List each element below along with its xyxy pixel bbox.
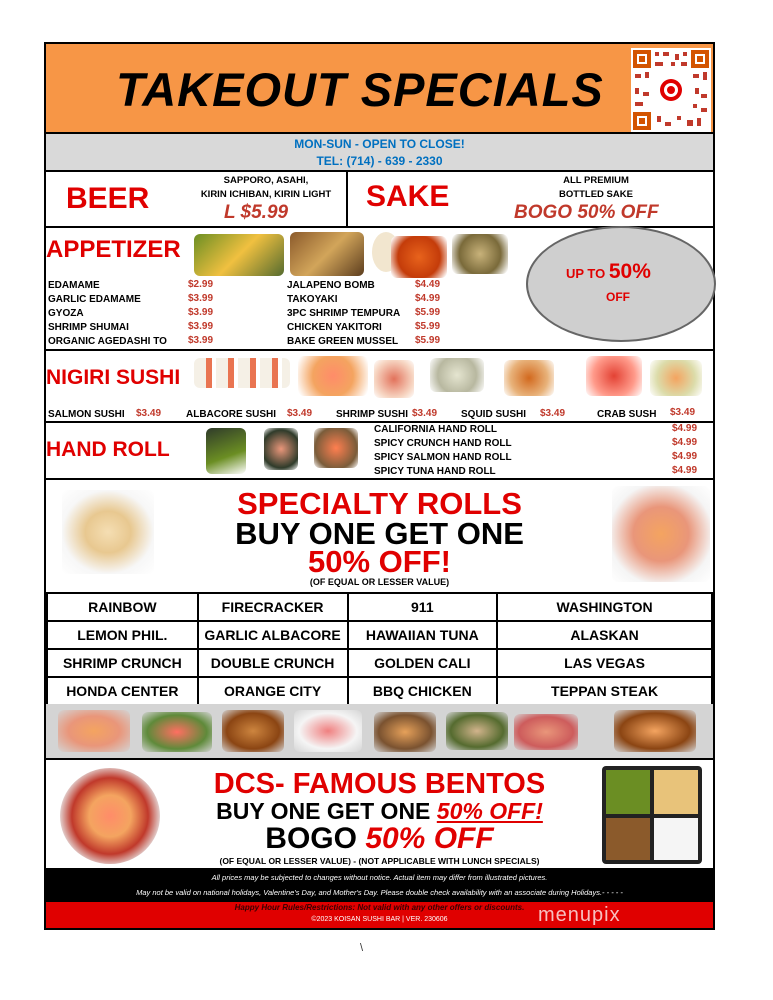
roll-cell: ALASKAN [497,621,712,649]
menu-item-name: SPICY SALMON HAND ROLL [374,452,512,463]
sake-desc-line-1: ALL PREMIUM [563,175,629,186]
roll-photo [614,710,696,752]
squid-nigiri-photo [430,358,484,392]
beer-sake-row [46,172,713,228]
menu-item-name: EDAMAME [48,280,100,291]
roll-cell: TEPPAN STEAK [497,677,712,705]
beer-brands [186,174,346,202]
rolls-photo-strip [46,704,713,760]
roll-cell: DOUBLE CRUNCH [198,649,348,677]
specialty-title: SPECIALTY ROLLS [237,486,522,521]
sake-desc-line-2: BOTTLED SAKE [559,189,633,200]
qr-code[interactable] [631,48,711,132]
bento-section [46,760,713,870]
roll-cell: WASHINGTON [497,593,712,621]
menu-item-name: JALAPENO BOMB [287,280,375,291]
menu-item-price: $3.99 [188,335,214,346]
menu-item-name: SALMON SUSHI [48,409,125,420]
sake-desc [516,174,676,202]
tuna-nigiri-photo [586,356,642,396]
section-divider [46,421,713,423]
menu-item-price: $4.99 [672,423,698,434]
bento-line-2 [46,798,713,825]
menu-item-price: $3.49 [670,407,696,418]
promo-off: OFF [606,290,630,304]
menu-item-price: $3.49 [540,408,566,419]
menu-item-name: GYOZA [48,308,84,319]
header-banner [46,44,713,134]
beer-brands-line-1: SAPPORO, ASAHI, [223,175,309,186]
beer-price: L $5.99 [224,202,289,223]
menu-item-name: CRAB SUSH [597,409,657,420]
menu-item-name: SPICY TUNA HAND ROLL [374,466,496,477]
menu-page [44,42,715,930]
roll-cell: FIRECRACKER [198,593,348,621]
menu-item-name: SHRIMP SUSHI [336,409,408,420]
menu-item-price: $3.49 [136,408,162,419]
specialty-line-2: BUY ONE GET ONE [235,516,524,551]
albacore-nigiri-photo [650,360,702,396]
specialty-line-3: 50% OFF! [308,544,451,579]
beer-label: BEER [66,182,150,215]
table-row [47,621,712,649]
roll-cell: 911 [348,593,498,621]
menu-item-name: SHRIMP SHUMAI [48,322,129,333]
happy-hour-text: Happy Hour Rules/Restrictions: Not valid with any other offers or discounts. [234,903,525,912]
menu-item-price: $3.99 [188,321,214,332]
menu-item-price: $4.99 [672,437,698,448]
menu-item-price: $5.99 [415,335,441,346]
roll-photo [222,710,284,752]
table-row [47,649,712,677]
salmon-nigiri-photo [374,360,414,398]
copyright-text: ©2023 KOISAN SUSHI BAR | VER. 230606 [311,916,448,923]
footer-happy-hour [46,902,713,928]
beer-sake-divider [346,172,348,228]
sake-label: SAKE [366,180,450,213]
shrimp-photo [391,236,447,278]
footer-disclaimer [46,870,713,902]
takoyaki-photo [290,232,364,276]
promo-oval [526,226,716,342]
menu-item-price: $3.49 [287,408,313,419]
menu-item-price: $4.49 [415,279,441,290]
appetizer-title: APPETIZER [46,236,181,263]
specialty-note: (OF EQUAL OR LESSER VALUE) [309,577,450,587]
menu-item-price: $4.99 [672,451,698,462]
menupix-watermark: menupix [538,904,621,926]
roll-cell: BBQ CHICKEN [348,677,498,705]
promo-prefix: UP TO [566,266,609,281]
specialty-rolls-table [46,592,713,706]
roll-cell: SHRIMP CRUNCH [47,649,198,677]
bento-title: DCS- FAMOUS BENTOS [213,768,546,800]
menu-item-name: BAKE GREEN MUSSEL [287,336,399,347]
menu-item-name: SPICY CRUNCH HAND ROLL [374,438,512,449]
roll-photo [142,712,212,752]
menu-item-price: $3.49 [412,408,438,419]
hand-roll-photo-1 [206,428,246,474]
roll-photo [514,714,578,750]
menu-item-price: $4.99 [415,293,441,304]
menu-item-name: 3PC SHRIMP TEMPURA [287,308,401,319]
phone-text: TEL: (714) - 639 - 2330 [316,154,443,168]
menu-item-name: CALIFORNIA HAND ROLL [374,424,497,435]
disclaimer-line-1: All prices may be subjected to changes without notice. Actual item may differ from illustrated pictures. [211,873,548,882]
menu-item-name: ALBACORE SUSHI [186,409,277,420]
crab-nigiri-photo [504,360,554,396]
nigiri-assortment-photo [194,358,290,388]
roll-cell: GOLDEN CALI [348,649,498,677]
bento-line-2-deal: 50% OFF! [436,798,543,824]
roll-cell: ORANGE CITY [198,677,348,705]
roll-cell: HONDA CENTER [47,677,198,705]
section-divider [46,478,713,480]
bento-line-3-deal: 50% OFF [365,822,494,855]
menu-item-price: $3.99 [188,307,214,318]
menu-item-price: $3.99 [188,293,214,304]
menu-item-price: $4.99 [672,465,698,476]
promo-up-to [566,260,651,284]
promo-amount: 50% [608,260,651,283]
roll-cell: LEMON PHIL. [47,621,198,649]
bento-line-2-text: BUY ONE GET ONE [216,798,437,824]
sake-deal: BOGO 50% OFF [514,202,659,223]
roll-photo [446,712,508,750]
menu-item-name: ORGANIC AGEDASHI TO [48,336,167,347]
bento-line-3 [46,822,713,856]
roll-photo [374,712,436,752]
bento-note: (OF EQUAL OR LESSER VALUE) - (NOT APPLICABLE WITH LUNCH SPECIALS) [219,856,540,866]
shrimp-nigiri-photo [298,356,368,396]
table-row [47,593,712,621]
roll-cell: HAWAIIAN TUNA [348,621,498,649]
table-row [47,677,712,705]
roll-photo [58,710,130,752]
bento-line-3-text: BOGO [265,822,366,855]
beer-brands-line-2: KIRIN ICHIBAN, KIRIN LIGHT [200,189,332,200]
section-divider [46,349,713,351]
menu-item-price: $2.99 [188,279,214,290]
roll-cell: RAINBOW [47,593,198,621]
roll-cell: GARLIC ALBACORE [198,621,348,649]
menu-item-name: CHICKEN YAKITORI [287,322,382,333]
hours-text: MON-SUN - OPEN TO CLOSE! [294,137,465,151]
roll-cell: LAS VEGAS [497,649,712,677]
page-title: TAKEOUT SPECIALS [116,63,604,116]
menu-item-name: TAKOYAKI [287,294,338,305]
disclaimer-line-2: May not be valid on national holidays, Valentine's Day, and Mother's Day. Please double check availability with an associate during Holidays.- - - - - [136,888,623,897]
hours-bar [46,134,713,172]
mussel-photo [194,234,284,276]
hand-roll-title: HAND ROLL [46,438,170,461]
stray-mark: \ [360,942,364,954]
gyoza-photo [452,234,508,274]
menu-item-price: $5.99 [415,321,441,332]
hand-roll-photo-3 [314,428,358,468]
roll-photo [294,710,362,752]
menu-item-name: GARLIC EDAMAME [48,294,141,305]
menu-item-price: $5.99 [415,307,441,318]
hand-roll-photo-2 [264,428,298,470]
menu-item-name: SQUID SUSHI [461,409,527,420]
nigiri-title: NIGIRI SUSHI [46,366,181,389]
